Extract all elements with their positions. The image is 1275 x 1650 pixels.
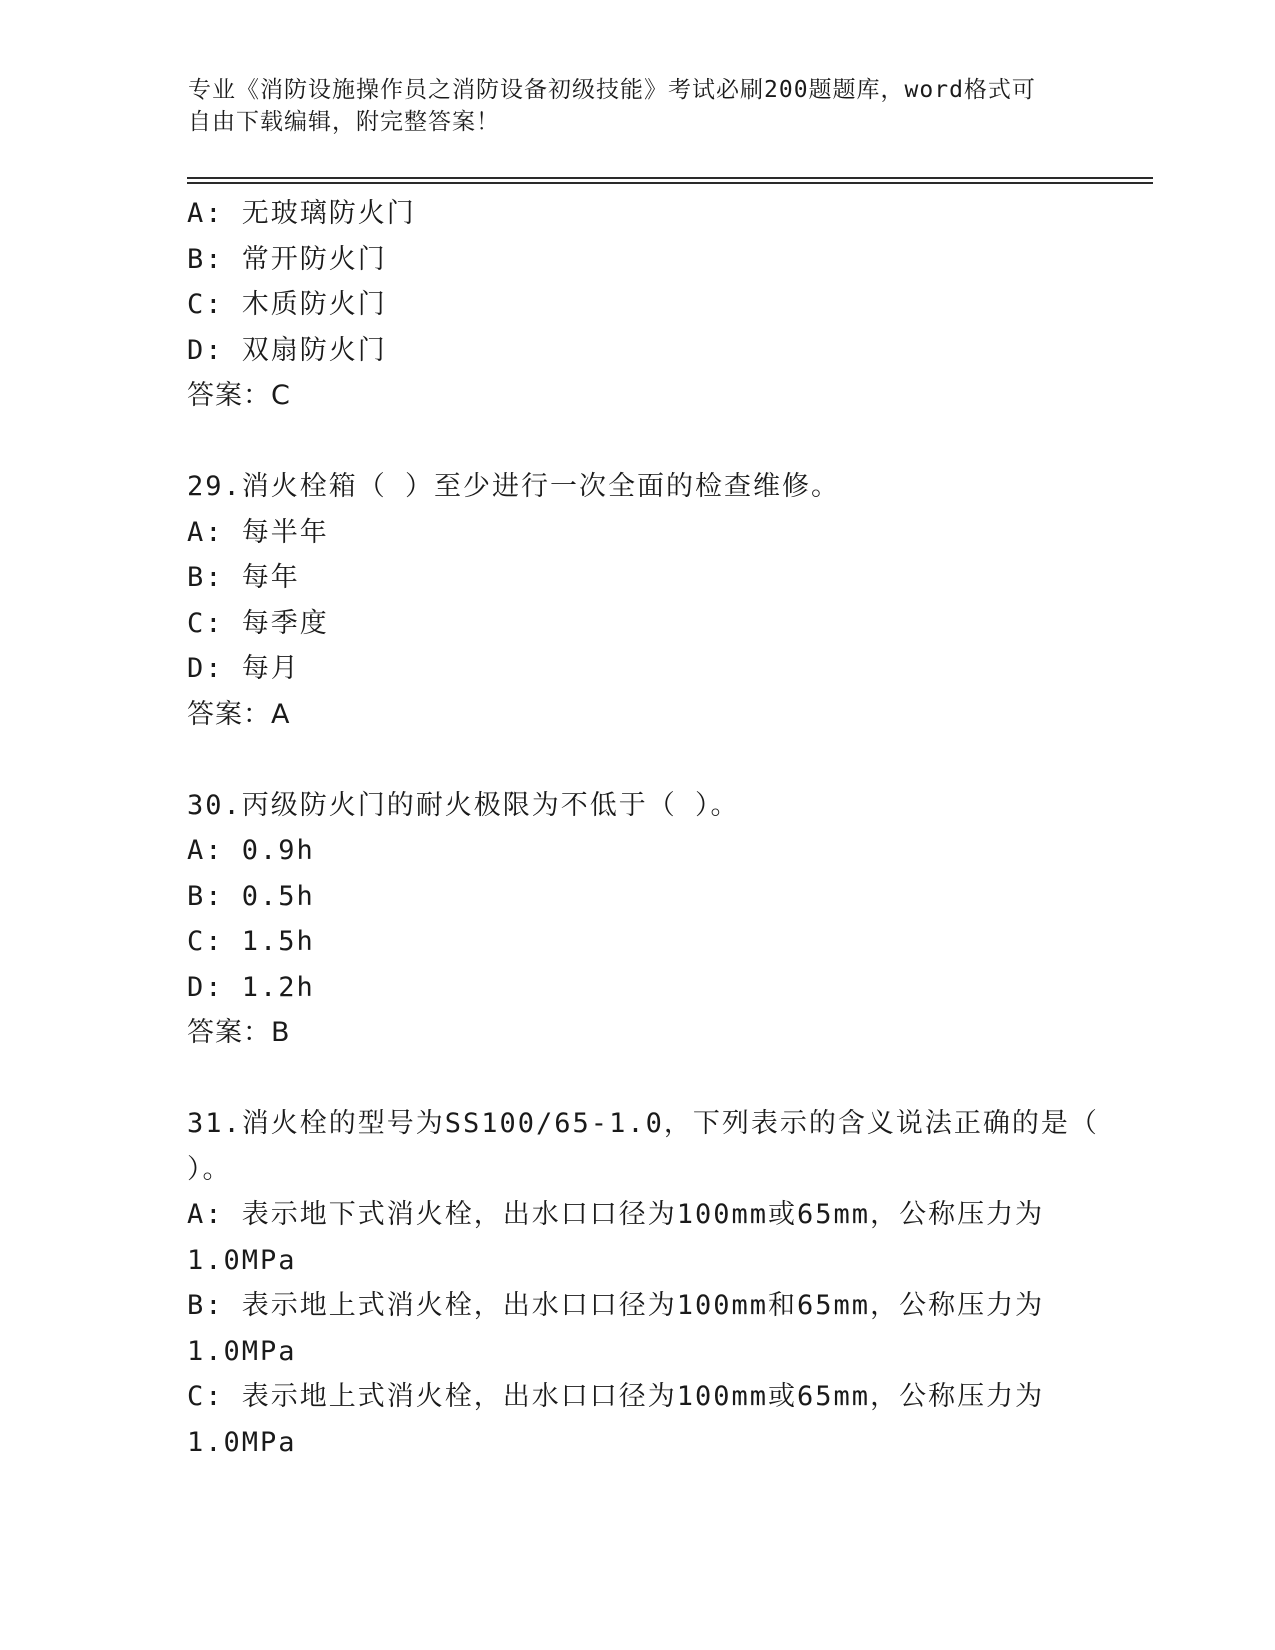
option-c: C: 1.5h	[187, 926, 315, 957]
question-block	[187, 1101, 1099, 1465]
question-stem: 30.丙级防火门的耐火极限为不低于（ ）。	[187, 789, 740, 821]
option-b: B: 每年	[187, 562, 300, 593]
option-c: C: 木质防火门	[187, 289, 387, 320]
header-divider-bottom	[187, 182, 1153, 184]
header-line-1: 专业《消防设施操作员之消防设备初级技能》考试必刷200题题库，word格式可	[188, 77, 1036, 103]
question-block	[187, 464, 1087, 737]
option-b: B: 常开防火门	[187, 243, 387, 275]
option-b-continued: 1.0MPa	[187, 1335, 297, 1367]
option-b: B: 表示地上式消火栓，出水口口径为100mm和65mm，公称压力为	[187, 1290, 1045, 1321]
spacer	[187, 1056, 1087, 1102]
spacer	[187, 737, 1087, 783]
option-c: C: 每季度	[187, 607, 329, 639]
header-line-2: 自由下载编辑，附完整答案！	[188, 109, 500, 135]
answer-text: 答案：B	[187, 1017, 291, 1048]
question-stem: 31.消火栓的型号为SS100/65-1.0，下列表示的含义说法正确的是（	[187, 1108, 1099, 1139]
option-c-continued: 1.0MPa	[187, 1426, 297, 1458]
document-header	[188, 74, 1068, 138]
option-a: A: 无玻璃防火门	[187, 198, 416, 229]
question-stem-continued: ）。	[187, 1153, 232, 1185]
question-list	[187, 191, 1099, 1465]
option-d: D: 1.2h	[187, 971, 315, 1003]
question-stem: 29.消火栓箱（ ）至少进行一次全面的检查维修。	[187, 471, 841, 502]
question-block	[187, 191, 1087, 419]
answer-text: 答案：C	[187, 380, 291, 411]
option-a: A: 每半年	[187, 516, 329, 548]
option-d: D: 双扇防火门	[187, 334, 387, 366]
option-d: D: 每月	[187, 653, 300, 684]
option-a: A: 表示地下式消火栓，出水口口径为100mm或65mm，公称压力为	[187, 1199, 1045, 1230]
spacer	[187, 419, 1087, 465]
option-a-continued: 1.0MPa	[187, 1244, 297, 1276]
header-divider-top	[187, 177, 1153, 179]
answer-text: 答案：A	[187, 698, 291, 730]
option-b: B: 0.5h	[187, 880, 315, 912]
question-block	[187, 783, 1087, 1056]
option-a: A: 0.9h	[187, 835, 315, 866]
option-c: C: 表示地上式消火栓，出水口口径为100mm或65mm，公称压力为	[187, 1381, 1045, 1412]
